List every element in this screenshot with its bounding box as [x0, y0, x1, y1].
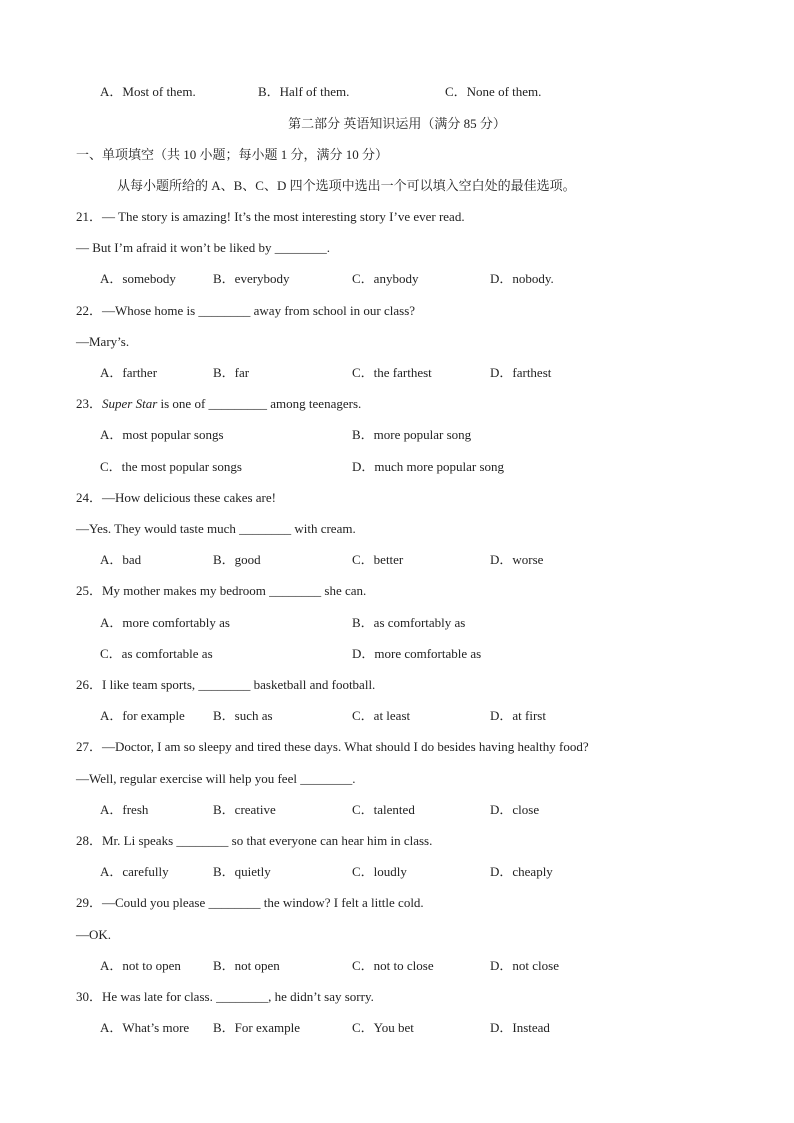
question-30-option-d: D．Instead [490, 1020, 550, 1035]
question-24-option-b: B．good [213, 552, 261, 567]
question-23-option-b: B．more popular song [352, 427, 472, 442]
question-26-option-b: B．such as [213, 708, 273, 723]
question-25-option-b: B．as comfortably as [352, 615, 466, 630]
question-24-option-d: D．worse [490, 552, 544, 567]
question-25-option-a: A．more comfortably as [100, 615, 230, 630]
question-28-option-b: B．quietly [213, 864, 271, 879]
question-28-stem: 28．Mr. Li speaks ________ so that everyone can hear him in class. [76, 833, 433, 848]
part-title: 第二部分 英语知识运用（满分 85 分） [288, 116, 506, 131]
question-29-reply: —OK. [76, 927, 112, 942]
instruction: 从每小题所给的 A、B、C、D 四个选项中选出一个可以填入空白处的最佳选项。 [117, 178, 576, 193]
question-22-stem: 22．—Whose home is ________ away from school in our class? [76, 303, 416, 318]
question-23-title-italic: Super Star [102, 396, 158, 411]
question-28-option-c: C．loudly [352, 864, 407, 879]
question-25-stem: 25．My mother makes my bedroom ________ she can. [76, 583, 367, 598]
prev-option-b: B．Half of them. [258, 84, 350, 99]
question-28-option-a: A．carefully [100, 864, 169, 879]
question-24-option-c: C．better [352, 552, 404, 567]
question-23-option-a: A．most popular songs [100, 427, 224, 442]
question-21-option-c: C．anybody [352, 271, 419, 286]
question-24-reply: —Yes. They would taste much ________ with cream. [76, 521, 356, 536]
question-27-option-c: C．talented [352, 802, 415, 817]
question-29-option-b: B．not open [213, 958, 280, 973]
question-27-option-b: B．creative [213, 802, 276, 817]
question-23-rest: is one of _________ among teenagers. [157, 396, 362, 411]
question-21-stem: 21．— The story is amazing! It’s the most interesting story I’ve ever read. [76, 209, 465, 224]
question-29-stem: 29．—Could you please ________ the window? I felt a little cold. [76, 895, 424, 910]
question-22-option-b: B．far [213, 365, 250, 380]
question-27-stem: 27．—Doctor, I am so sleepy and tired these days. What should I do besides having healthy food? [76, 739, 589, 754]
question-26-stem: 26．I like team sports, ________ basketball and football. [76, 677, 376, 692]
question-26-option-c: C．at least [352, 708, 411, 723]
question-27-option-a: A．fresh [100, 802, 149, 817]
question-23-stem [76, 396, 361, 412]
question-21-reply: — But I’m afraid it won’t be liked by ________. [76, 240, 330, 255]
question-28-option-d: D．cheaply [490, 864, 553, 879]
question-25-option-c: C．as comfortable as [100, 646, 213, 661]
question-21-option-d: D．nobody. [490, 271, 554, 286]
question-21-option-a: A．somebody [100, 271, 176, 286]
question-23-option-d: D．much more popular song [352, 459, 505, 474]
question-21-option-b: B．everybody [213, 271, 290, 286]
question-30-stem: 30．He was late for class. ________, he didn’t say sorry. [76, 989, 374, 1004]
question-27-option-d: D．close [490, 802, 540, 817]
question-29-option-d: D．not close [490, 958, 559, 973]
question-22-reply: —Mary’s. [76, 334, 130, 349]
question-22-option-d: D．farthest [490, 365, 552, 380]
question-23-option-c: C．the most popular songs [100, 459, 242, 474]
question-27-reply: —Well, regular exercise will help you feel ________. [76, 771, 356, 786]
question-26-option-a: A．for example [100, 708, 185, 723]
question-22-option-a: A．farther [100, 365, 158, 380]
section-title: 一、单项填空（共 10 小题；每小题 1 分，满分 10 分） [76, 147, 389, 162]
prev-option-c: C．None of them. [445, 84, 542, 99]
question-26-option-d: D．at first [490, 708, 546, 723]
question-29-option-c: C．not to close [352, 958, 434, 973]
question-29-option-a: A．not to open [100, 958, 181, 973]
question-22-option-c: C．the farthest [352, 365, 432, 380]
question-24-option-a: A．bad [100, 552, 142, 567]
question-25-option-d: D．more comfortable as [352, 646, 482, 661]
question-23-number: 23． [76, 396, 103, 411]
question-24-stem: 24．—How delicious these cakes are! [76, 490, 276, 505]
question-30-option-a: A．What’s more [100, 1020, 190, 1035]
prev-option-a: A．Most of them. [100, 84, 196, 99]
question-30-option-c: C．You bet [352, 1020, 414, 1035]
question-30-option-b: B．For example [213, 1020, 301, 1035]
